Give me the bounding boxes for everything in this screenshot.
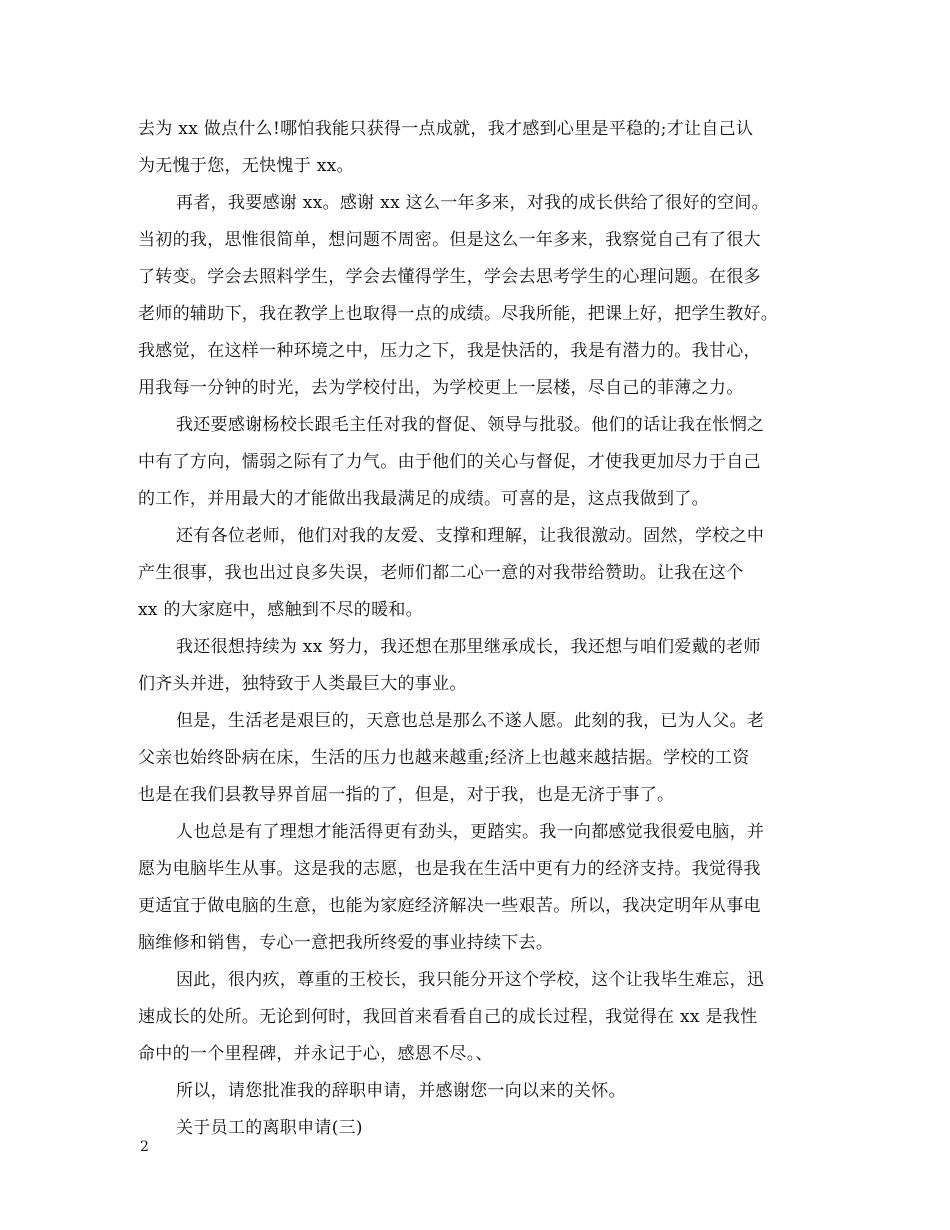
text-line: 人也总是有了理想才能活得更有劲头，更踏实。我一向都感觉我很爱电脑，并	[176, 822, 765, 842]
text-line: xx 的大家庭中，感触到不尽的暖和。	[138, 600, 423, 620]
text-line: 们齐头并进，独特致于人类最巨大的事业。	[138, 674, 467, 694]
text-line: 更适宜于做电脑的生意，也能为家庭经济解决一些艰苦。所以，我决定明年从事电	[138, 896, 761, 916]
text-line: 再者，我要感谢 xx。感谢 xx 这么一年多来，对我的成长供给了很好的空间。	[176, 193, 769, 213]
page-number: 2	[140, 1139, 149, 1155]
text-line: 速成长的处所。无论到何时，我回首来看看自己的成长过程，我觉得在 xx 是我性	[138, 1007, 758, 1027]
text-line: 所以，请您批准我的辞职申请，并感谢您一向以来的关怀。	[176, 1081, 626, 1101]
text-line: 为无愧于您，无快愧于 xx。	[138, 156, 354, 176]
text-line: 我感觉，在这样一种环境之中，压力之下，我是快活的，我是有潜力的。我甘心，	[138, 341, 761, 361]
text-line: 还有各位老师，他们对我的友爱、支撑和理解，让我很激动。固然，学校之中	[176, 526, 765, 546]
text-line: 脑维修和销售，专心一意把我所终爱的事业持续下去。	[138, 933, 554, 953]
text-line: 父亲也始终卧病在床，生活的压力也越来越重;经济上也越来越拮据。学校的工资	[138, 748, 750, 768]
text-line: 了转变。学会去照料学生，学会去懂得学生，学会去思考学生的心理问题。在很多	[138, 267, 761, 287]
text-line: 因此，很内疚，尊重的王校长，我只能分开这个学校，这个让我毕生难忘，迅	[176, 970, 765, 990]
text-line: 当初的我，思惟很简单，想问题不周密。但是这么一年多来，我察觉自己有了很大	[138, 230, 761, 250]
text-line: 我还很想持续为 xx 努力，我还想在那里继承成长，我还想与咱们爱戴的老师	[176, 637, 761, 657]
text-line: 命中的一个里程碑，并永记于心，感恩不尽。、	[138, 1044, 493, 1064]
text-line: 老师的辅助下，我在教学上也取得一点的成绩。尽我所能，把课上好，把学生教好。	[138, 304, 779, 324]
text-line: 的工作，并用最大的才能做出我最满足的成绩。可喜的是，这点我做到了。	[138, 489, 709, 509]
text-line: 用我每一分钟的时光，去为学校付出，为学校更上一层楼，尽自己的菲薄之力。	[138, 378, 744, 398]
text-line: 但是，生活老是艰巨的，天意也总是那么不遂人愿。此刻的我，已为人父。老	[176, 711, 765, 731]
document-body	[138, 111, 818, 1147]
text-line: 愿为电脑毕生从事。这是我的志愿，也是我在生活中更有力的经济支持。我觉得我	[138, 859, 761, 879]
text-line: 产生很事，我也出过良多失误，老师们都二心一意的对我带给赞助。让我在这个	[138, 563, 744, 583]
text-line: 我还要感谢杨校长跟毛主任对我的督促、领导与批驳。他们的话让我在怅惘之	[176, 415, 765, 435]
text-line: 去为 xx 做点什么!哪怕我能只获得一点成就，我才感到心里是平稳的;才让自己认	[138, 119, 754, 139]
text-line: 关于员工的离职申请(三)	[176, 1118, 363, 1138]
text-line: 也是在我们县教导界首屈一指的了，但是，对于我，也是无济于事了。	[138, 785, 675, 805]
text-line: 中有了方向，懦弱之际有了力气。由于他们的关心与督促，才使我更加尽力于自己	[138, 452, 761, 472]
